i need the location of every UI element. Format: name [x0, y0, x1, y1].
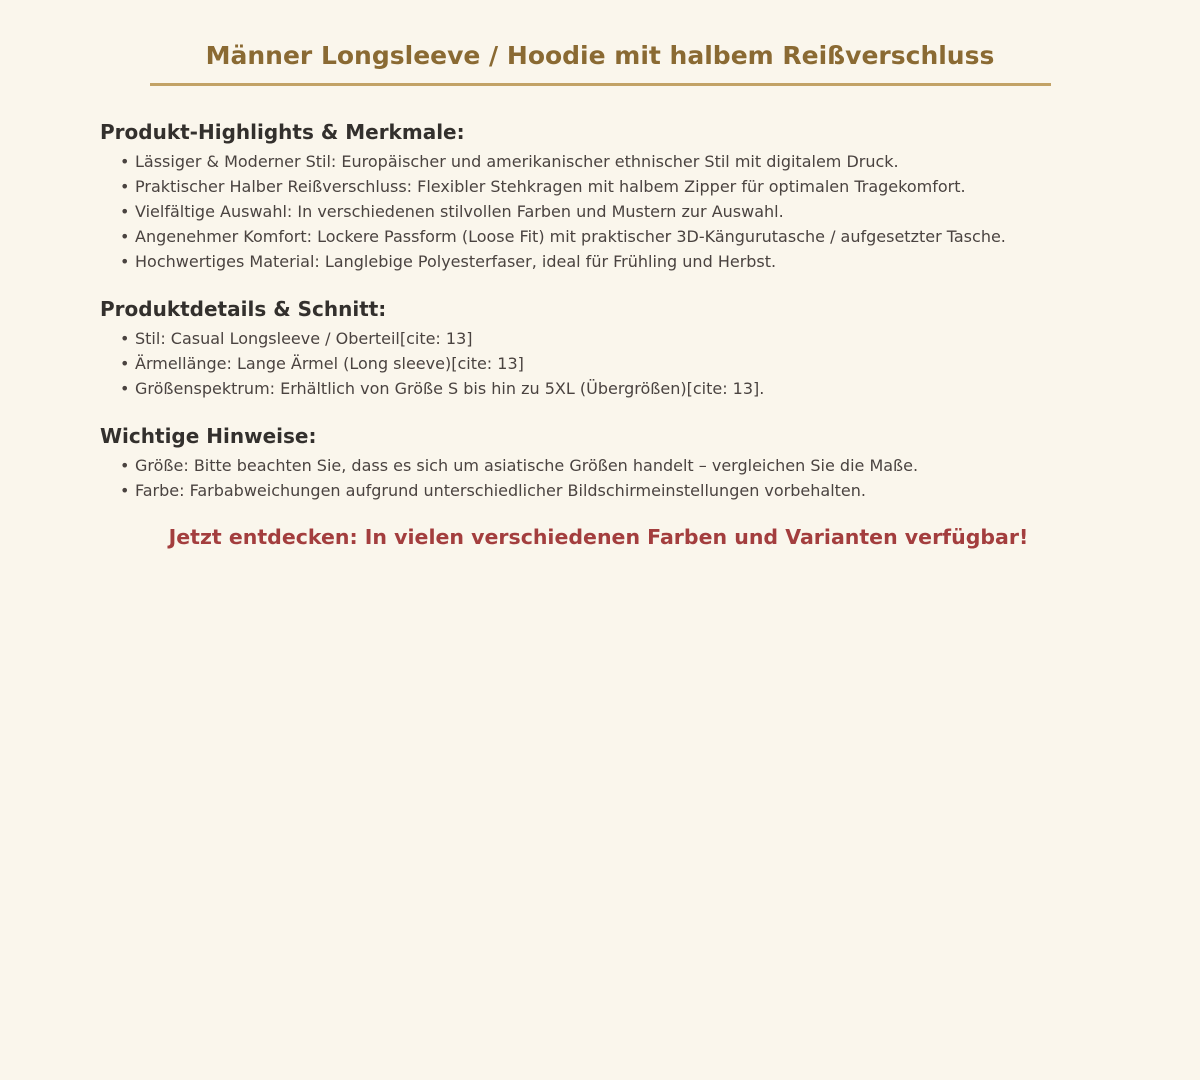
details-list: [100, 328, 1100, 403]
list-item: • Vielfältige Auswahl: In verschiedenen stilvollen Farben und Mustern zur Auswahl.: [100, 201, 1100, 226]
notes-list: [100, 455, 1100, 505]
call-to-action: Jetzt entdecken: In vielen verschiedenen Farben und Varianten verfügbar!: [168, 525, 1029, 549]
list-item: • Lässiger & Moderner Stil: Europäischer und amerikanischer ethnischer Stil mit digitalem Druck.: [100, 151, 1100, 176]
content-area: [100, 117, 1100, 523]
highlights-section: [100, 117, 1100, 276]
highlights-list: [100, 151, 1100, 276]
list-item: • Größenspektrum: Erhältlich von Größe S bis hin zu 5XL (Übergrößen)[cite: 13].: [100, 378, 1100, 403]
list-item: • Größe: Bitte beachten Sie, dass es sich um asiatische Größen handelt – vergleichen Sie die Maße.: [100, 455, 1100, 480]
list-item: • Stil: Casual Longsleeve / Oberteil[cite: 13]: [100, 328, 1100, 353]
section-heading: Produktdetails & Schnitt:: [100, 297, 387, 321]
section-heading: Wichtige Hinweise:: [100, 424, 317, 448]
notes-section: [100, 421, 1100, 505]
list-item: • Ärmellänge: Lange Ärmel (Long sleeve)[cite: 13]: [100, 353, 1100, 378]
list-item: • Angenehmer Komfort: Lockere Passform (Loose Fit) mit praktischer 3D-Kängurutasche / aufgesetzter Tasche.: [100, 226, 1100, 251]
section-heading: Produkt-Highlights & Merkmale:: [100, 120, 465, 144]
list-item: • Hochwertiges Material: Langlebige Polyesterfaser, ideal für Frühling und Herbst.: [100, 251, 1100, 276]
title-divider: [150, 83, 1051, 86]
list-item: • Farbe: Farbabweichungen aufgrund unterschiedlicher Bildschirmeinstellungen vorbehalten.: [100, 480, 1100, 505]
list-item: • Praktischer Halber Reißverschluss: Flexibler Stehkragen mit halbem Zipper für optimalen Tragekomfort.: [100, 176, 1100, 201]
page-title: Männer Longsleeve / Hoodie mit halbem Reißverschluss: [205, 41, 995, 70]
details-section: [100, 294, 1100, 403]
